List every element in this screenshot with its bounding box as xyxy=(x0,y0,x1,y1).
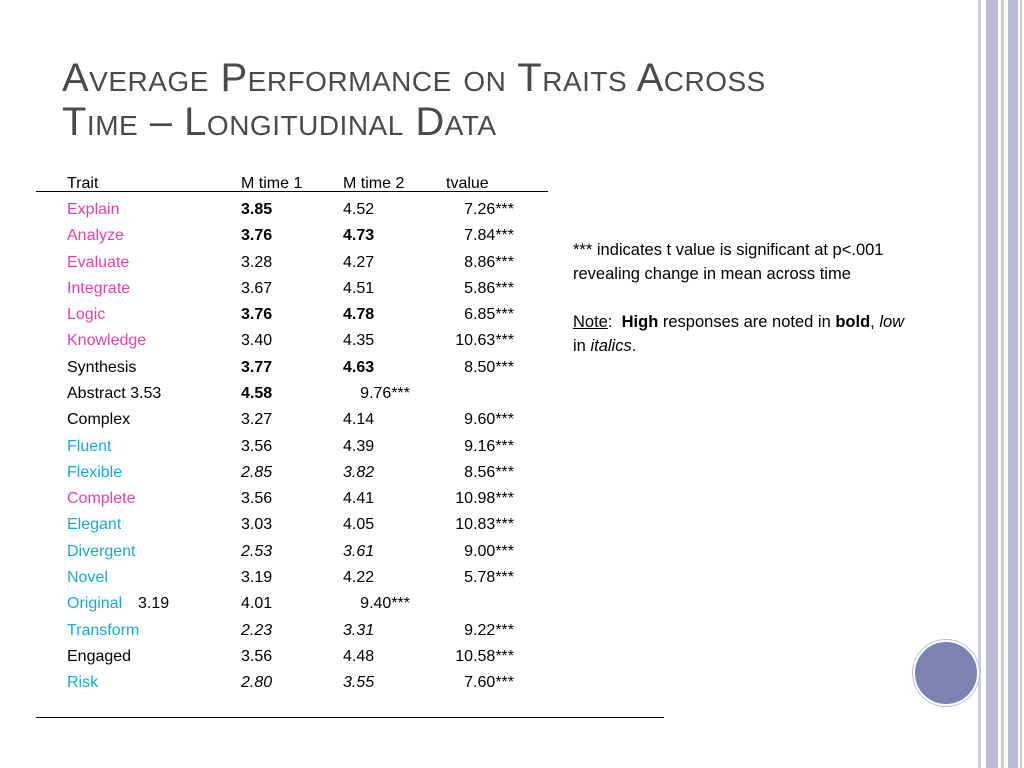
t-value: 9.40*** xyxy=(360,595,410,612)
m-time-2-value: 4.63 xyxy=(343,359,375,376)
m-time-2-value: 4.78 xyxy=(343,306,375,323)
trait-name: Analyze xyxy=(67,227,124,244)
header-rule xyxy=(36,191,548,192)
m-time-1-value: 2.80 xyxy=(241,674,273,691)
trait-name: Synthesis xyxy=(67,359,137,376)
t-value: 9.60*** xyxy=(464,411,514,428)
note-in: in xyxy=(573,337,591,355)
m-time-1-value: 2.23 xyxy=(241,622,273,639)
t-value: 8.86*** xyxy=(464,254,514,271)
m-time-2-value: 4.35 xyxy=(343,332,375,349)
m-time-2-value: 3.55 xyxy=(343,674,375,691)
t-value: 9.16*** xyxy=(464,438,514,455)
m-time-1-value: 3.76 xyxy=(241,306,273,323)
trait-name: Transform xyxy=(67,622,140,639)
m-time-2-value: 4.51 xyxy=(343,280,375,297)
m-time-2-value: 4.73 xyxy=(343,227,375,244)
trait-name: Abstract 3.53 xyxy=(67,385,162,402)
trait-name: Flexible xyxy=(67,464,123,481)
note-mid-text: responses are noted in xyxy=(658,313,836,331)
trait-name: Explain xyxy=(67,201,120,218)
trait-name: Evaluate xyxy=(67,254,130,271)
significance-note xyxy=(573,238,993,358)
trait-name: Knowledge xyxy=(67,332,147,349)
table-bottom-rule xyxy=(36,717,664,718)
title-line-1: Average Performance on Traits Across xyxy=(62,56,766,100)
m-time-2-value: 4.27 xyxy=(343,254,375,271)
decorative-circle xyxy=(913,640,979,706)
trait-name: Original xyxy=(67,595,123,612)
m-time-2-value: 4.22 xyxy=(343,569,375,586)
m-time-1-value: 3.19 xyxy=(138,595,170,612)
trait-name: Risk xyxy=(67,674,99,691)
note-colon: : xyxy=(607,313,622,331)
bold-label: bold xyxy=(835,313,871,331)
trait-name: Complex xyxy=(67,411,131,428)
t-value: 5.86*** xyxy=(464,280,514,297)
slide-title xyxy=(62,56,962,144)
note-line-2: revealing change in mean across time xyxy=(573,265,851,283)
t-value: 10.98*** xyxy=(455,490,514,507)
m-time-1-value: 3.85 xyxy=(241,201,273,218)
header-trait: Trait xyxy=(67,175,99,192)
trait-name: Integrate xyxy=(67,280,131,297)
trait-name: Divergent xyxy=(67,543,136,560)
note-comma: , xyxy=(870,313,880,331)
m-time-1-value: 2.85 xyxy=(241,464,273,481)
formatting-note-cont xyxy=(573,334,993,358)
m-time-1-value: 3.27 xyxy=(241,411,273,428)
m-time-1-value: 3.28 xyxy=(241,254,273,271)
m-time-1-value: 3.19 xyxy=(241,569,273,586)
trait-name: Novel xyxy=(67,569,108,586)
m-time-2-value: 4.41 xyxy=(343,490,375,507)
m-time-2-value: 4.05 xyxy=(343,516,375,533)
t-value: 10.63*** xyxy=(455,332,514,349)
m-time-2-value: 4.01 xyxy=(241,595,273,612)
trait-name: Complete xyxy=(67,490,136,507)
header-tvalue: tvalue xyxy=(446,175,489,192)
trait-name: Elegant xyxy=(67,516,122,533)
t-value: 7.26*** xyxy=(464,201,514,218)
m-time-2-value: 3.82 xyxy=(343,464,375,481)
t-value: 9.00*** xyxy=(464,543,514,560)
note-line-1: *** indicates t value is significant at p<.001 xyxy=(573,241,884,259)
t-value: 8.56*** xyxy=(464,464,514,481)
t-value: 10.58*** xyxy=(455,648,514,665)
m-time-2-value: 4.14 xyxy=(343,411,375,428)
note-label: Note xyxy=(573,313,608,331)
t-value: 9.76*** xyxy=(360,385,410,402)
note-period: . xyxy=(631,337,637,355)
decorative-side-bars xyxy=(978,0,1024,768)
m-time-1-value: 3.03 xyxy=(241,516,273,533)
t-value: 7.84*** xyxy=(464,227,514,244)
title-line-2: Time – Longitudinal Data xyxy=(62,100,497,144)
m-time-2-value: 4.39 xyxy=(343,438,375,455)
italics-label: italics xyxy=(590,337,632,355)
m-time-1-value: 3.56 xyxy=(241,648,273,665)
t-value: 9.22*** xyxy=(464,622,514,639)
m-time-1-value: 3.77 xyxy=(241,359,273,376)
m-time-2-value: 4.48 xyxy=(343,648,375,665)
m-time-1-value: 2.53 xyxy=(241,543,273,560)
t-value: 10.83*** xyxy=(455,516,514,533)
m-time-1-value: 3.76 xyxy=(241,227,273,244)
trait-name: Fluent xyxy=(67,438,112,455)
low-label: low xyxy=(879,313,905,331)
formatting-note xyxy=(573,310,993,334)
header-m-time-1: M time 1 xyxy=(241,175,303,192)
m-time-1-value: 4.58 xyxy=(241,385,273,402)
t-value: 7.60*** xyxy=(464,674,514,691)
m-time-2-value: 3.31 xyxy=(343,622,375,639)
m-time-2-value: 3.61 xyxy=(343,543,375,560)
m-time-1-value: 3.40 xyxy=(241,332,273,349)
header-m-time-2: M time 2 xyxy=(343,175,405,192)
m-time-1-value: 3.56 xyxy=(241,490,273,507)
t-value: 8.50*** xyxy=(464,359,514,376)
t-value: 6.85*** xyxy=(464,306,514,323)
m-time-1-value: 3.67 xyxy=(241,280,273,297)
trait-name: Engaged xyxy=(67,648,132,665)
m-time-1-value: 3.56 xyxy=(241,438,273,455)
high-label: High xyxy=(621,313,659,331)
trait-name: Logic xyxy=(67,306,106,323)
t-value: 5.78*** xyxy=(464,569,514,586)
m-time-2-value: 4.52 xyxy=(343,201,375,218)
